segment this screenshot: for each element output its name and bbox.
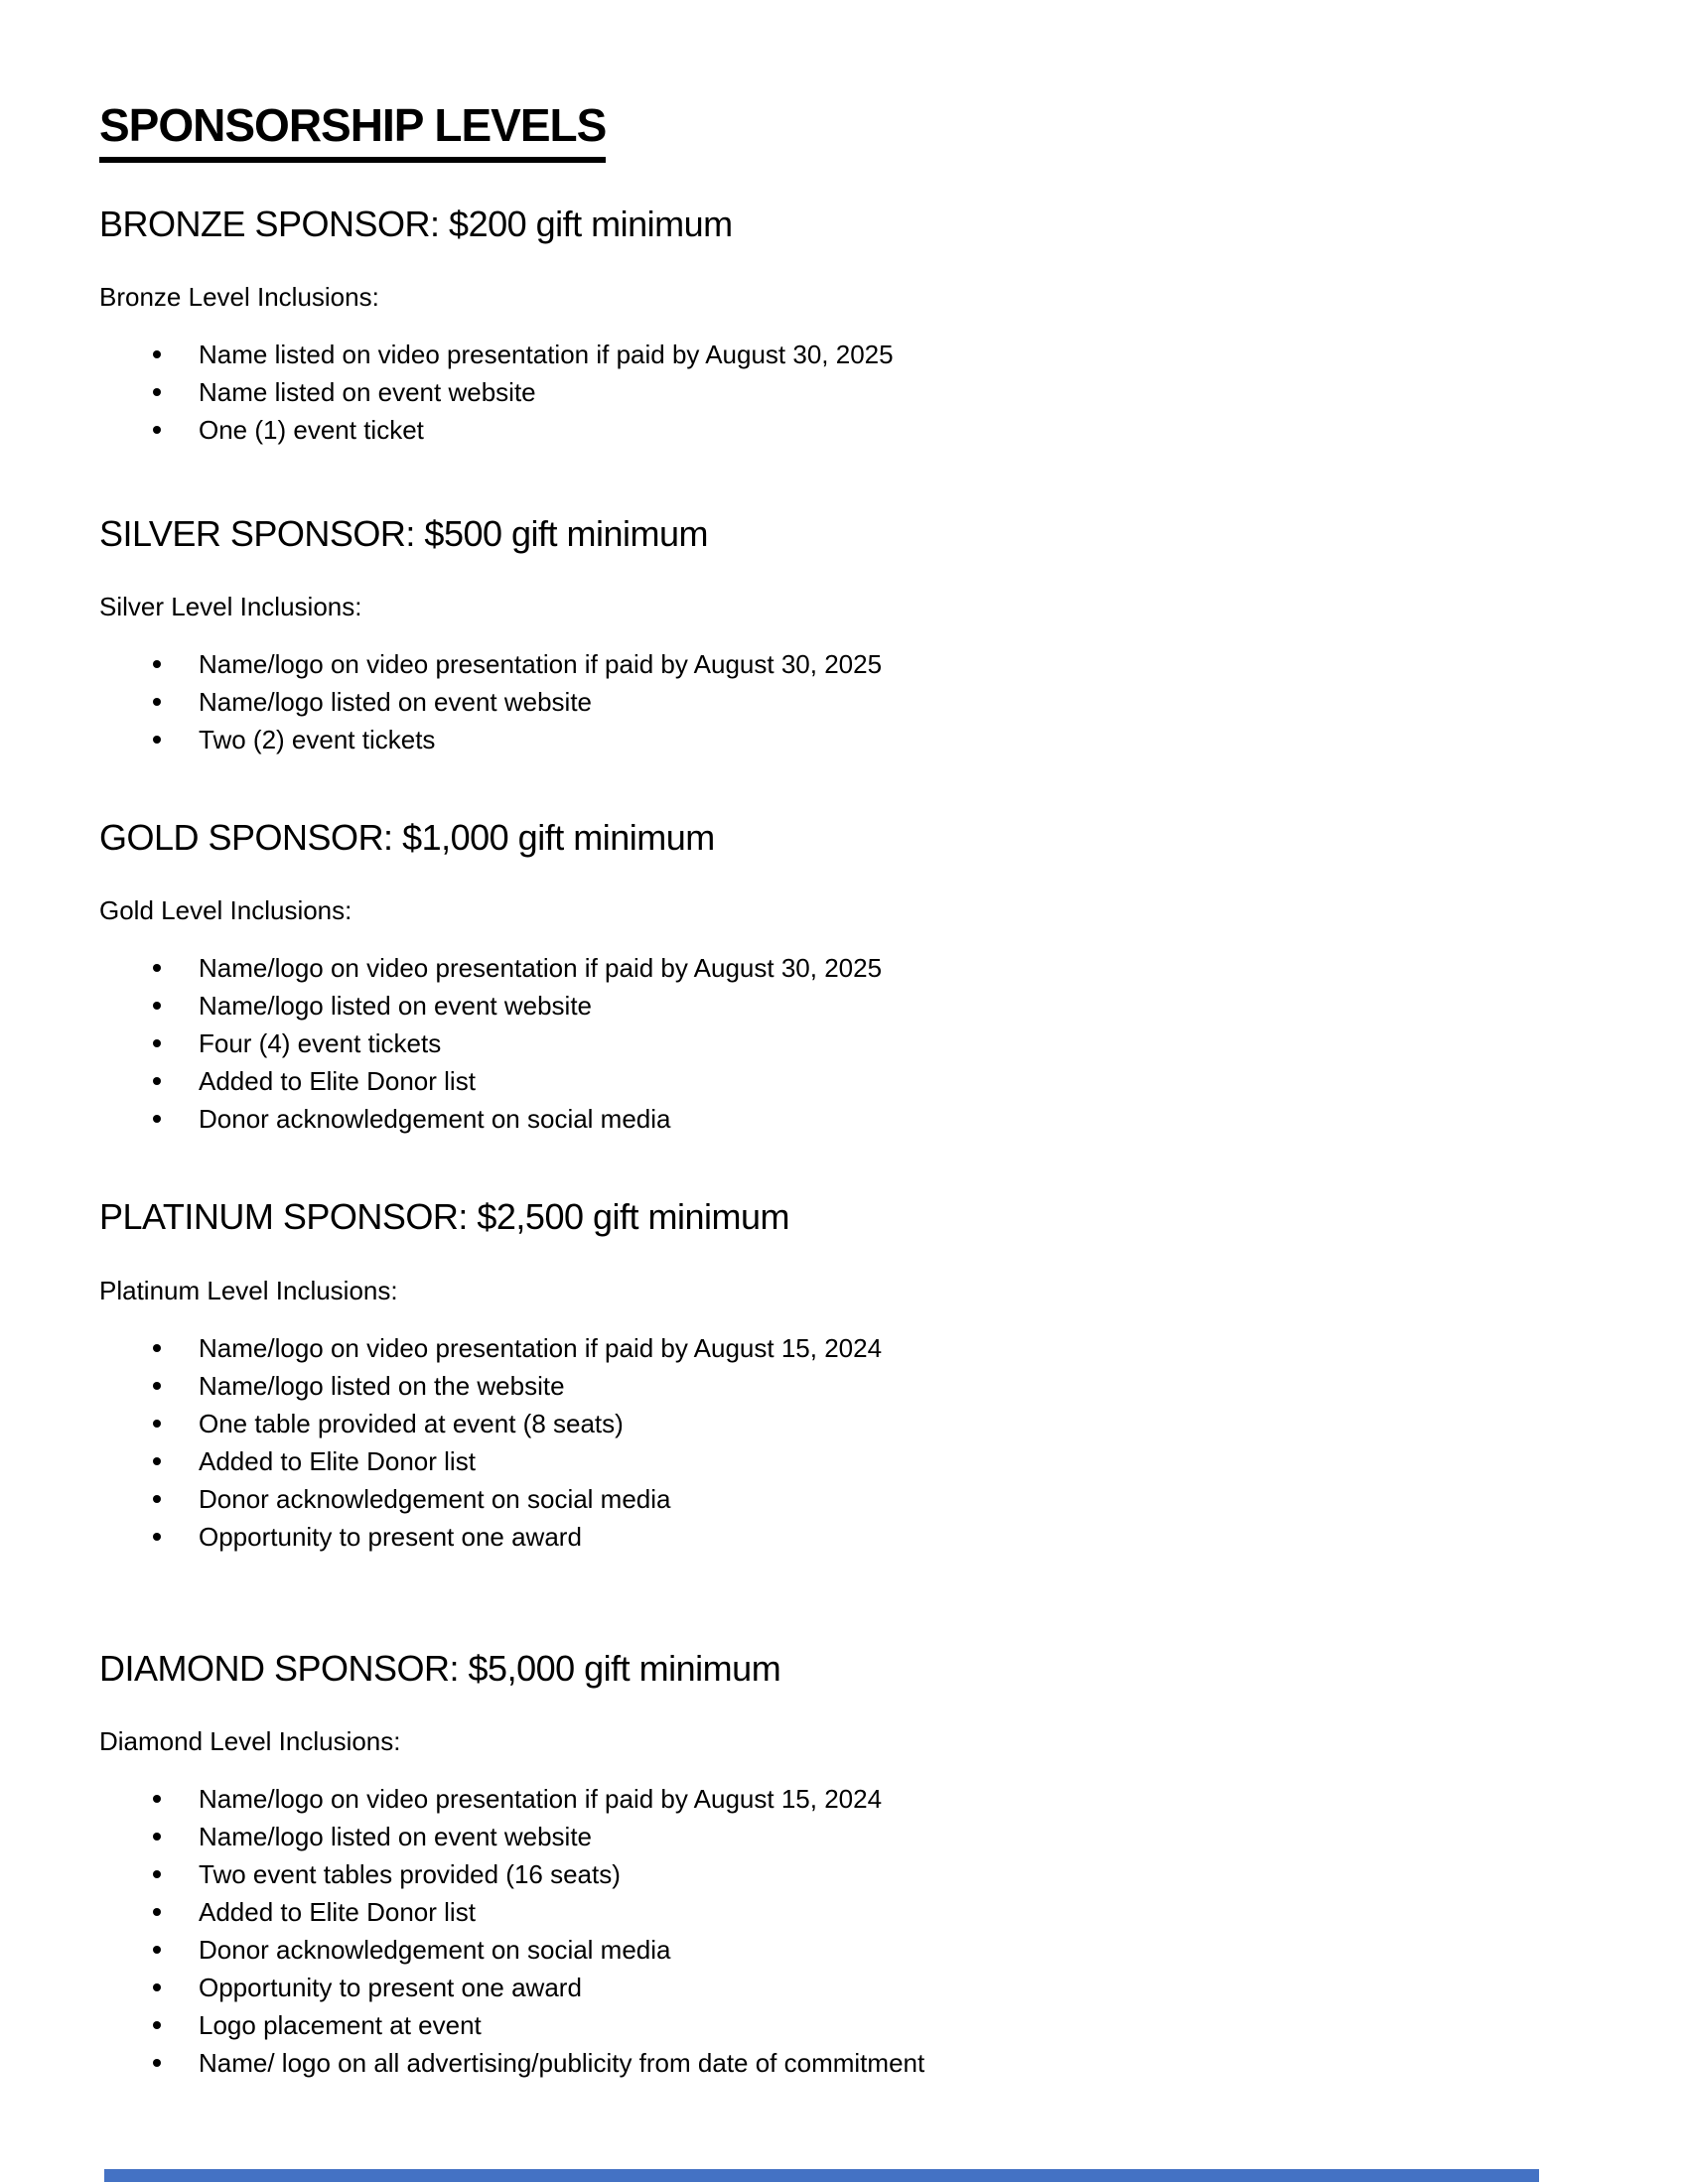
list-item: Added to Elite Donor list [199, 1062, 1599, 1100]
list-item: Name listed on video presentation if paid by August 30, 2025 [199, 336, 1599, 373]
list-item: Donor acknowledgement on social media [199, 1480, 1599, 1518]
list-item: Name/logo on video presentation if paid by August 15, 2024 [199, 1780, 1599, 1818]
bullet-list-diamond [99, 1780, 1599, 2082]
page-title: SPONSORSHIP LEVELS [99, 99, 606, 163]
list-item: Two event tables provided (16 seats) [199, 1855, 1599, 1893]
section-heading-silver: SILVER SPONSOR: $500 gift minimum [99, 513, 709, 555]
document-content [99, 99, 1599, 2082]
list-item: Name/logo on video presentation if paid by August 30, 2025 [199, 949, 1599, 987]
bullet-list-platinum [99, 1329, 1599, 1556]
list-item: Two (2) event tickets [199, 721, 1599, 758]
list-item: Four (4) event tickets [199, 1024, 1599, 1062]
list-item: Logo placement at event [199, 2006, 1599, 2044]
list-item: Name listed on event website [199, 373, 1599, 411]
list-item: Opportunity to present one award [199, 1969, 1599, 2006]
list-item: Name/logo on video presentation if paid by August 30, 2025 [199, 645, 1599, 683]
list-item: Name/ logo on all advertising/publicity from date of commitment [199, 2044, 1599, 2082]
section-heading-bronze: BRONZE SPONSOR: $200 gift minimum [99, 203, 733, 244]
inclusions-label-gold: Gold Level Inclusions: [99, 895, 352, 926]
section-silver [99, 512, 1599, 758]
section-heading-gold: GOLD SPONSOR: $1,000 gift minimum [99, 817, 715, 859]
inclusions-label-bronze: Bronze Level Inclusions: [99, 282, 379, 313]
page-bottom-accent-bar [104, 2169, 1539, 2182]
section-platinum [99, 1195, 1599, 1555]
list-item: Name/logo listed on the website [199, 1367, 1599, 1405]
bullet-list-gold [99, 949, 1599, 1138]
list-item: One table provided at event (8 seats) [199, 1405, 1599, 1442]
bullet-list-bronze [99, 336, 1599, 449]
inclusions-label-silver: Silver Level Inclusions: [99, 592, 362, 622]
section-bronze [99, 203, 1599, 449]
list-item: Name/logo on video presentation if paid by August 15, 2024 [199, 1329, 1599, 1367]
list-item: Donor acknowledgement on social media [199, 1931, 1599, 1969]
list-item: Donor acknowledgement on social media [199, 1100, 1599, 1138]
list-item: Name/logo listed on event website [199, 1818, 1599, 1855]
section-diamond [99, 1647, 1599, 2082]
list-item: Opportunity to present one award [199, 1518, 1599, 1556]
list-item: Added to Elite Donor list [199, 1893, 1599, 1931]
section-heading-platinum: PLATINUM SPONSOR: $2,500 gift minimum [99, 1196, 790, 1238]
list-item: Name/logo listed on event website [199, 987, 1599, 1024]
list-item: One (1) event ticket [199, 411, 1599, 449]
section-heading-diamond: DIAMOND SPONSOR: $5,000 gift minimum [99, 1647, 781, 1689]
list-item: Name/logo listed on event website [199, 683, 1599, 721]
bullet-list-silver [99, 645, 1599, 758]
inclusions-label-diamond: Diamond Level Inclusions: [99, 1725, 401, 1756]
list-item: Added to Elite Donor list [199, 1442, 1599, 1480]
inclusions-label-platinum: Platinum Level Inclusions: [99, 1275, 398, 1305]
section-gold [99, 816, 1599, 1138]
